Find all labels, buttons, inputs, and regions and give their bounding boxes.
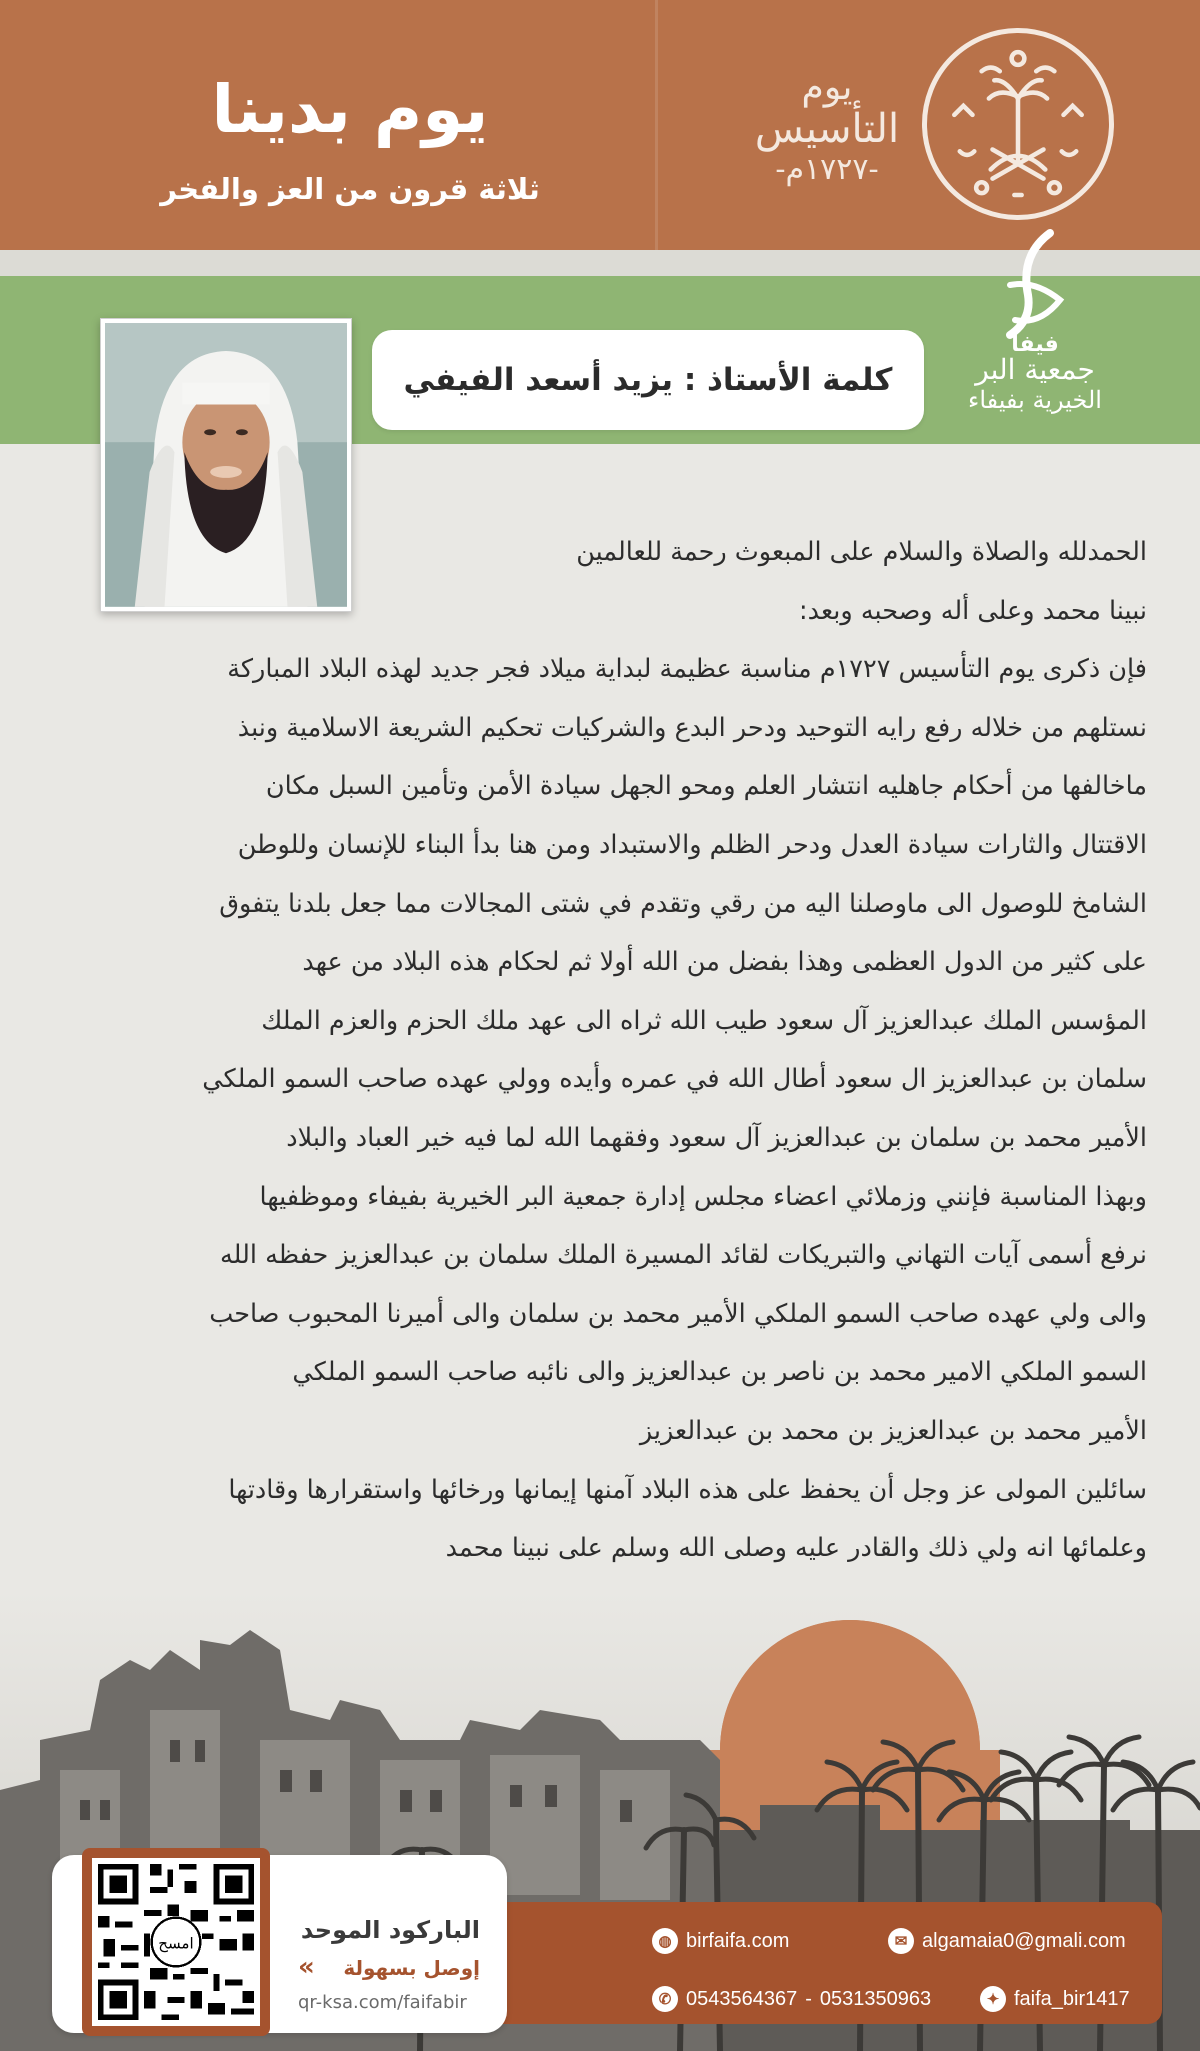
- speech-line-15: السمو الملكي الامير محمد بن ناصر بن عبدالعزيز والى نائبه صاحب السمو الملكي: [292, 1357, 1147, 1388]
- speech-line-10: سلمان بن عبدالعزيز ال سعود أطال الله في عمره وأيده وولي عهده صاحب السمو الملكي: [202, 1064, 1147, 1095]
- globe-icon: ◍: [652, 1928, 678, 1954]
- qr-subtitle: إوصل بسهولة: [343, 1956, 480, 1980]
- charity-name-line2: الخيرية بفيفاء: [968, 385, 1102, 414]
- page-headline: يوم بدينا: [211, 71, 489, 148]
- speech-line-9: المؤسس الملك عبدالعزيز آل سعود طيب الله ثراه الى عهد ملك الحزم والعزم الملك: [261, 1005, 1147, 1036]
- speech-line-13: نرفع أسمى آيات التهاني والتبريكات لقائد المسيرة الملك سلمان بن عبدالعزيز حفظه الله: [220, 1240, 1147, 1271]
- speech-line-11: الأمير محمد بن سلمان بن عبدالعزيز آل سعود وفقهما الله لما فيه خير العباد والبلاد: [286, 1122, 1147, 1153]
- founding-day-logo: [742, 67, 912, 210]
- twitter-contact[interactable]: [980, 1986, 1130, 2012]
- speech-line-1: الحمدلله والصلاة والسلام على المبعوث رحمة للعالمين: [576, 537, 1147, 567]
- emblem-icon: [922, 28, 1114, 220]
- speech-line-6: الاقتتال والثارات سيادة العدل ودحر الظلم والاستبداد ومن هنا بدأ البناء للإنسان وللوطن: [237, 829, 1147, 860]
- speech-line-8: على كثير من الدول العظمى وهذا بفضل من الله أولا ثم لحكام هذه البلاد من عهد: [302, 947, 1147, 978]
- phone-separator: -: [805, 1987, 812, 2010]
- website-link[interactable]: birfaifa.com: [686, 1929, 790, 1952]
- speech-line-14: والى ولي عهده صاحب السمو الملكي الأمير محمد بن سلمان والى أميرنا المحبوب صاحب: [209, 1298, 1147, 1329]
- charity-logo: [940, 225, 1130, 455]
- founding-day-logo-line1: يوم: [801, 67, 853, 108]
- qr-center-label: امسح: [158, 1934, 194, 1953]
- speech-line-12: وبهذا المناسبة فإنني وزملائي اعضاء مجلس إدارة جمعية البر الخيرية بفيفاء وموظفيها: [259, 1181, 1147, 1212]
- whatsapp-icon: ✆: [652, 1986, 678, 2012]
- speech-line-7: الشامخ للوصول الى ماوصلنا اليه من رقي وتقدم في شتى المجالات مما جعل بلدنا يتفوق: [219, 888, 1147, 919]
- founding-day-logo-line2: التأسيس: [754, 106, 900, 152]
- founding-day-logo-line3: -١٧٢٧م-: [775, 152, 879, 187]
- email-icon: ✉: [888, 1928, 914, 1954]
- speech-line-16: الأمير محمد بن عبدالعزيز بن محمد بن عبدالعزيز: [639, 1415, 1147, 1446]
- speech-line-5: ماخالفها من أحكام جاهليه انتشار العلم ومحو الجهل سيادة الأمن وتأمين السبل مكان: [265, 771, 1147, 802]
- speech-title: كلمة الأستاذ : يزيد أسعد الفيفي: [403, 362, 893, 398]
- twitter-icon: ✦: [980, 1986, 1006, 2012]
- charity-logo-mark: فيفا: [1011, 332, 1059, 355]
- phone-number-1[interactable]: 0543564367: [686, 1987, 798, 2010]
- qr-title: الباركود الموحد: [300, 1916, 480, 1944]
- speech-line-4: نستلهم من خلاله رفع رايه التوحيد ودحر البدع والشركيات تحكيم الشريعة الاسلامية ونبذ: [237, 712, 1147, 743]
- charity-logo-mark-icon: [980, 225, 1090, 355]
- chevron-left-icon: «: [298, 1952, 315, 1982]
- phone-contact[interactable]: [652, 1986, 931, 2012]
- speech-line-18: وعلمائها انه ولي ذلك والقادر عليه وصلى الله وسلم على نبينا محمد: [445, 1533, 1147, 1564]
- speech-line-17: سائلين المولى عز وجل أن يحفظ على هذه البلاد آمنها إيمانها ورخائها واستقرارها وقادتها: [228, 1474, 1147, 1505]
- speech-line-2: نبينا محمد وعلى أله وصحبه وبعد:: [799, 595, 1147, 626]
- email-contact[interactable]: [888, 1928, 1126, 1954]
- speech-body: [72, 523, 1147, 1578]
- speech-title-card: [372, 330, 924, 430]
- twitter-handle[interactable]: faifa_bir1417: [1014, 1987, 1130, 2010]
- website-contact[interactable]: [652, 1928, 789, 1954]
- qr-code[interactable]: [82, 1848, 270, 2036]
- qr-url-link[interactable]: qr-ksa.com/faifabir: [298, 1992, 467, 2013]
- emblem-graphic: [927, 33, 1109, 215]
- charity-name-line1: جمعية البر: [975, 353, 1095, 386]
- page-subheadline: ثلاثة قرون من العز والفخر: [160, 172, 540, 206]
- phone-number-2[interactable]: 0531350963: [819, 1987, 932, 2010]
- speech-line-3: فإن ذكرى يوم التأسيس ١٧٢٧م مناسبة عظيمة لبداية ميلاد فجر جديد لهذه البلاد المباركة: [227, 654, 1147, 685]
- qr-code-graphic: [92, 1858, 260, 2026]
- email-link[interactable]: algamaia0@gmali.com: [922, 1929, 1126, 1952]
- header-divider: [655, 0, 658, 250]
